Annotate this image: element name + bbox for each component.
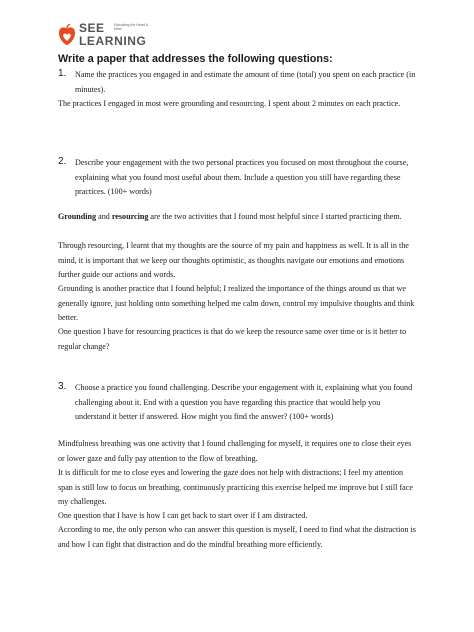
page-heading: Write a paper that addresses the following questions: xyxy=(58,53,333,65)
answer-1: The practices I engaged in most were grounding and resourcing. I spent about 2 minutes on each practice. xyxy=(58,99,401,108)
and-text: and xyxy=(96,212,112,221)
logo-word-see: SEE xyxy=(79,21,105,35)
apple-heart-icon xyxy=(58,24,76,46)
answer-2-intro-rest: are the two activities that I found most helpful since I started practicing them. xyxy=(148,212,402,221)
question-3 xyxy=(58,381,416,425)
resourcing-bold: resourcing xyxy=(111,212,149,221)
answer-3-para2: It is difficult for me to close eyes and lowering the gaze does not help with distractions; I feel my attention span is still low to focus on breathing, continuously practicing this exercise helped me improve but I still face my challenges. xyxy=(58,468,413,506)
grounding-bold: Grounding xyxy=(58,212,97,221)
question-1-text: Name the practices you engaged in and estimate the amount of time (total) you spent on each practice (in minutes). xyxy=(75,70,416,94)
question-1-number: 1. xyxy=(58,68,67,79)
answer-2-para4: One question I have for resourcing practices is that do we keep the resource same over time or is it better to regular change? xyxy=(58,327,407,351)
question-1 xyxy=(58,68,416,97)
answer-2-para2: Through resourcing, I learnt that my thoughts are the source of my pain and happiness as well. It is all in the mind, it is important that we keep our thoughts optimistic, as thoughts navigate our emotions and emotions further guide our actions and words. xyxy=(58,241,409,279)
see-learning-logo xyxy=(58,22,178,50)
question-3-number: 3. xyxy=(58,381,67,392)
answer-3-para1: Mindfulness breathing was one activity that I found challenging for myself, it requires one to close their eyes or lower gaze and fully pay attention to the flow of breathing. xyxy=(58,439,412,463)
logo-word-learning: LEARNING xyxy=(79,34,147,48)
answer-3-para3: One question that I have is how I can get back to start over if I am distracted. xyxy=(58,511,308,520)
answer-2-intro xyxy=(58,210,416,225)
answer-3-para4: According to me, the only person who can answer this question is myself, I need to find what the distraction is and how I can fight that distraction and do the mindful breathing more efficiently. xyxy=(58,525,416,549)
question-2-number: 2. xyxy=(58,156,67,167)
question-2 xyxy=(58,156,416,200)
question-2-text: Describe your engagement with the two personal practices you focused on most throughout the course, explaining what you found most useful about them. Include a question you still have regarding these practices. (100+ words) xyxy=(75,158,409,196)
question-3-text: Choose a practice you found challenging. Describe your engagement with it, explaining what you found challenging about it. End with a question you have regarding this practice that would help you understand it better if answered. How might you find the answer? (100+ words) xyxy=(75,383,413,421)
logo-tagline: Educating the Heart & Mind xyxy=(114,23,149,31)
answer-2-para3: Grounding is another practice that I found helpful; I realized the importance of the things around us that we generally ignore, just holding onto something helped me calm down, control my impulsive thoughts and think better. xyxy=(58,284,415,322)
